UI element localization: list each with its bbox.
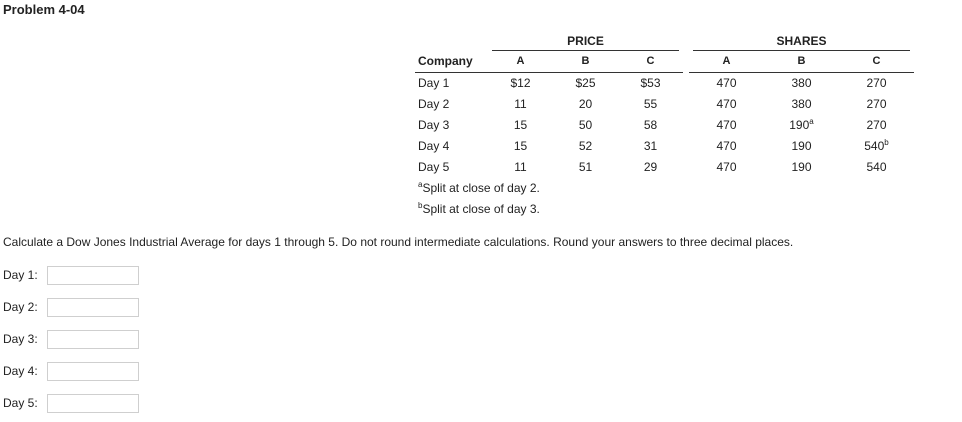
- day-3-answer-input[interactable]: [47, 330, 139, 349]
- day-5-answer-input[interactable]: [47, 394, 139, 413]
- shares-col-b-header: B: [764, 51, 839, 73]
- row-label: Day 1: [418, 76, 450, 90]
- price-cell: $53: [640, 76, 661, 90]
- price-cell: $25: [575, 76, 596, 90]
- answer-row-day-4: [3, 361, 139, 381]
- shares-col-a-header: A: [689, 51, 764, 73]
- shares-cell: 470: [716, 139, 737, 153]
- shares-cell: 540$^b$: [864, 138, 889, 153]
- shares-cell: 470: [716, 97, 737, 111]
- shares-cell: 380: [791, 97, 812, 111]
- shares-cell: 190$^a$: [789, 117, 814, 132]
- table-row: [415, 157, 914, 178]
- table-row: [415, 136, 914, 157]
- price-cell: 52: [578, 139, 593, 153]
- day-1-answer-input[interactable]: [47, 266, 139, 285]
- group-header-row: [415, 31, 914, 51]
- price-cell: 55: [643, 97, 658, 111]
- footnote-a: $^a$Split at close of day 2.: [418, 180, 540, 195]
- answer-row-day-5: [3, 393, 139, 413]
- row-label: Day 5: [418, 160, 450, 174]
- price-cell: 15: [513, 139, 528, 153]
- price-col-a-header: A: [488, 51, 553, 73]
- shares-col-c-header: C: [839, 51, 914, 73]
- answer-label: Day 3:: [3, 332, 38, 346]
- price-cell: 15: [513, 118, 528, 132]
- answer-label: Day 1:: [3, 268, 38, 282]
- shares-cell: 270: [866, 118, 887, 132]
- price-cell: 29: [643, 160, 658, 174]
- shares-cell: 470: [716, 118, 737, 132]
- footnote-mark: a: [809, 117, 814, 126]
- answer-label: Day 4:: [3, 364, 38, 378]
- shares-cell: 270: [866, 76, 887, 90]
- price-col-b-header: B: [553, 51, 618, 73]
- answer-row-day-3: [3, 329, 139, 349]
- shares-cell: 470: [716, 76, 737, 90]
- price-cell: 58: [643, 118, 658, 132]
- shares-cell: 190: [791, 160, 812, 174]
- answer-label: Day 2:: [3, 300, 38, 314]
- day-2-answer-input[interactable]: [47, 298, 139, 317]
- footnote-row: [415, 178, 914, 199]
- answer-row-day-1: [3, 265, 139, 285]
- price-cell: 20: [578, 97, 593, 111]
- row-label: Day 4: [418, 139, 450, 153]
- price-cell: 11: [514, 160, 527, 174]
- company-header: Company: [415, 51, 488, 73]
- question-text: Calculate a Dow Jones Industrial Average for days 1 through 5. Do not round intermediate calculations. Round your answers to three decimal places.: [3, 235, 794, 249]
- price-cell: 51: [578, 160, 593, 174]
- shares-group-header: SHARES: [689, 31, 914, 51]
- footnote-b: $^b$Split at close of day 3.: [418, 201, 540, 216]
- table-row: [415, 115, 914, 136]
- price-cell: 31: [643, 139, 658, 153]
- row-label: Day 2: [418, 97, 450, 111]
- footnote-mark: b: [884, 138, 889, 147]
- price-cell: $12: [510, 76, 531, 90]
- table-row: [415, 94, 914, 115]
- shares-cell: 380: [791, 76, 812, 90]
- table-row: [415, 73, 914, 95]
- column-header-row: [415, 51, 914, 73]
- answer-row-day-2: [3, 297, 139, 317]
- answer-label: Day 5:: [3, 396, 38, 410]
- price-cell: 11: [514, 97, 527, 111]
- price-col-c-header: C: [618, 51, 683, 73]
- price-shares-table: [415, 31, 914, 220]
- shares-cell: 540: [866, 160, 887, 174]
- shares-cell: 190: [791, 139, 812, 153]
- price-cell: 50: [578, 118, 593, 132]
- shares-cell: 270: [866, 97, 887, 111]
- footnote-row: [415, 199, 914, 220]
- problem-title: Problem 4-04: [3, 2, 85, 17]
- day-4-answer-input[interactable]: [47, 362, 139, 381]
- row-label: Day 3: [418, 118, 450, 132]
- price-group-header: PRICE: [488, 31, 683, 51]
- shares-cell: 470: [716, 160, 737, 174]
